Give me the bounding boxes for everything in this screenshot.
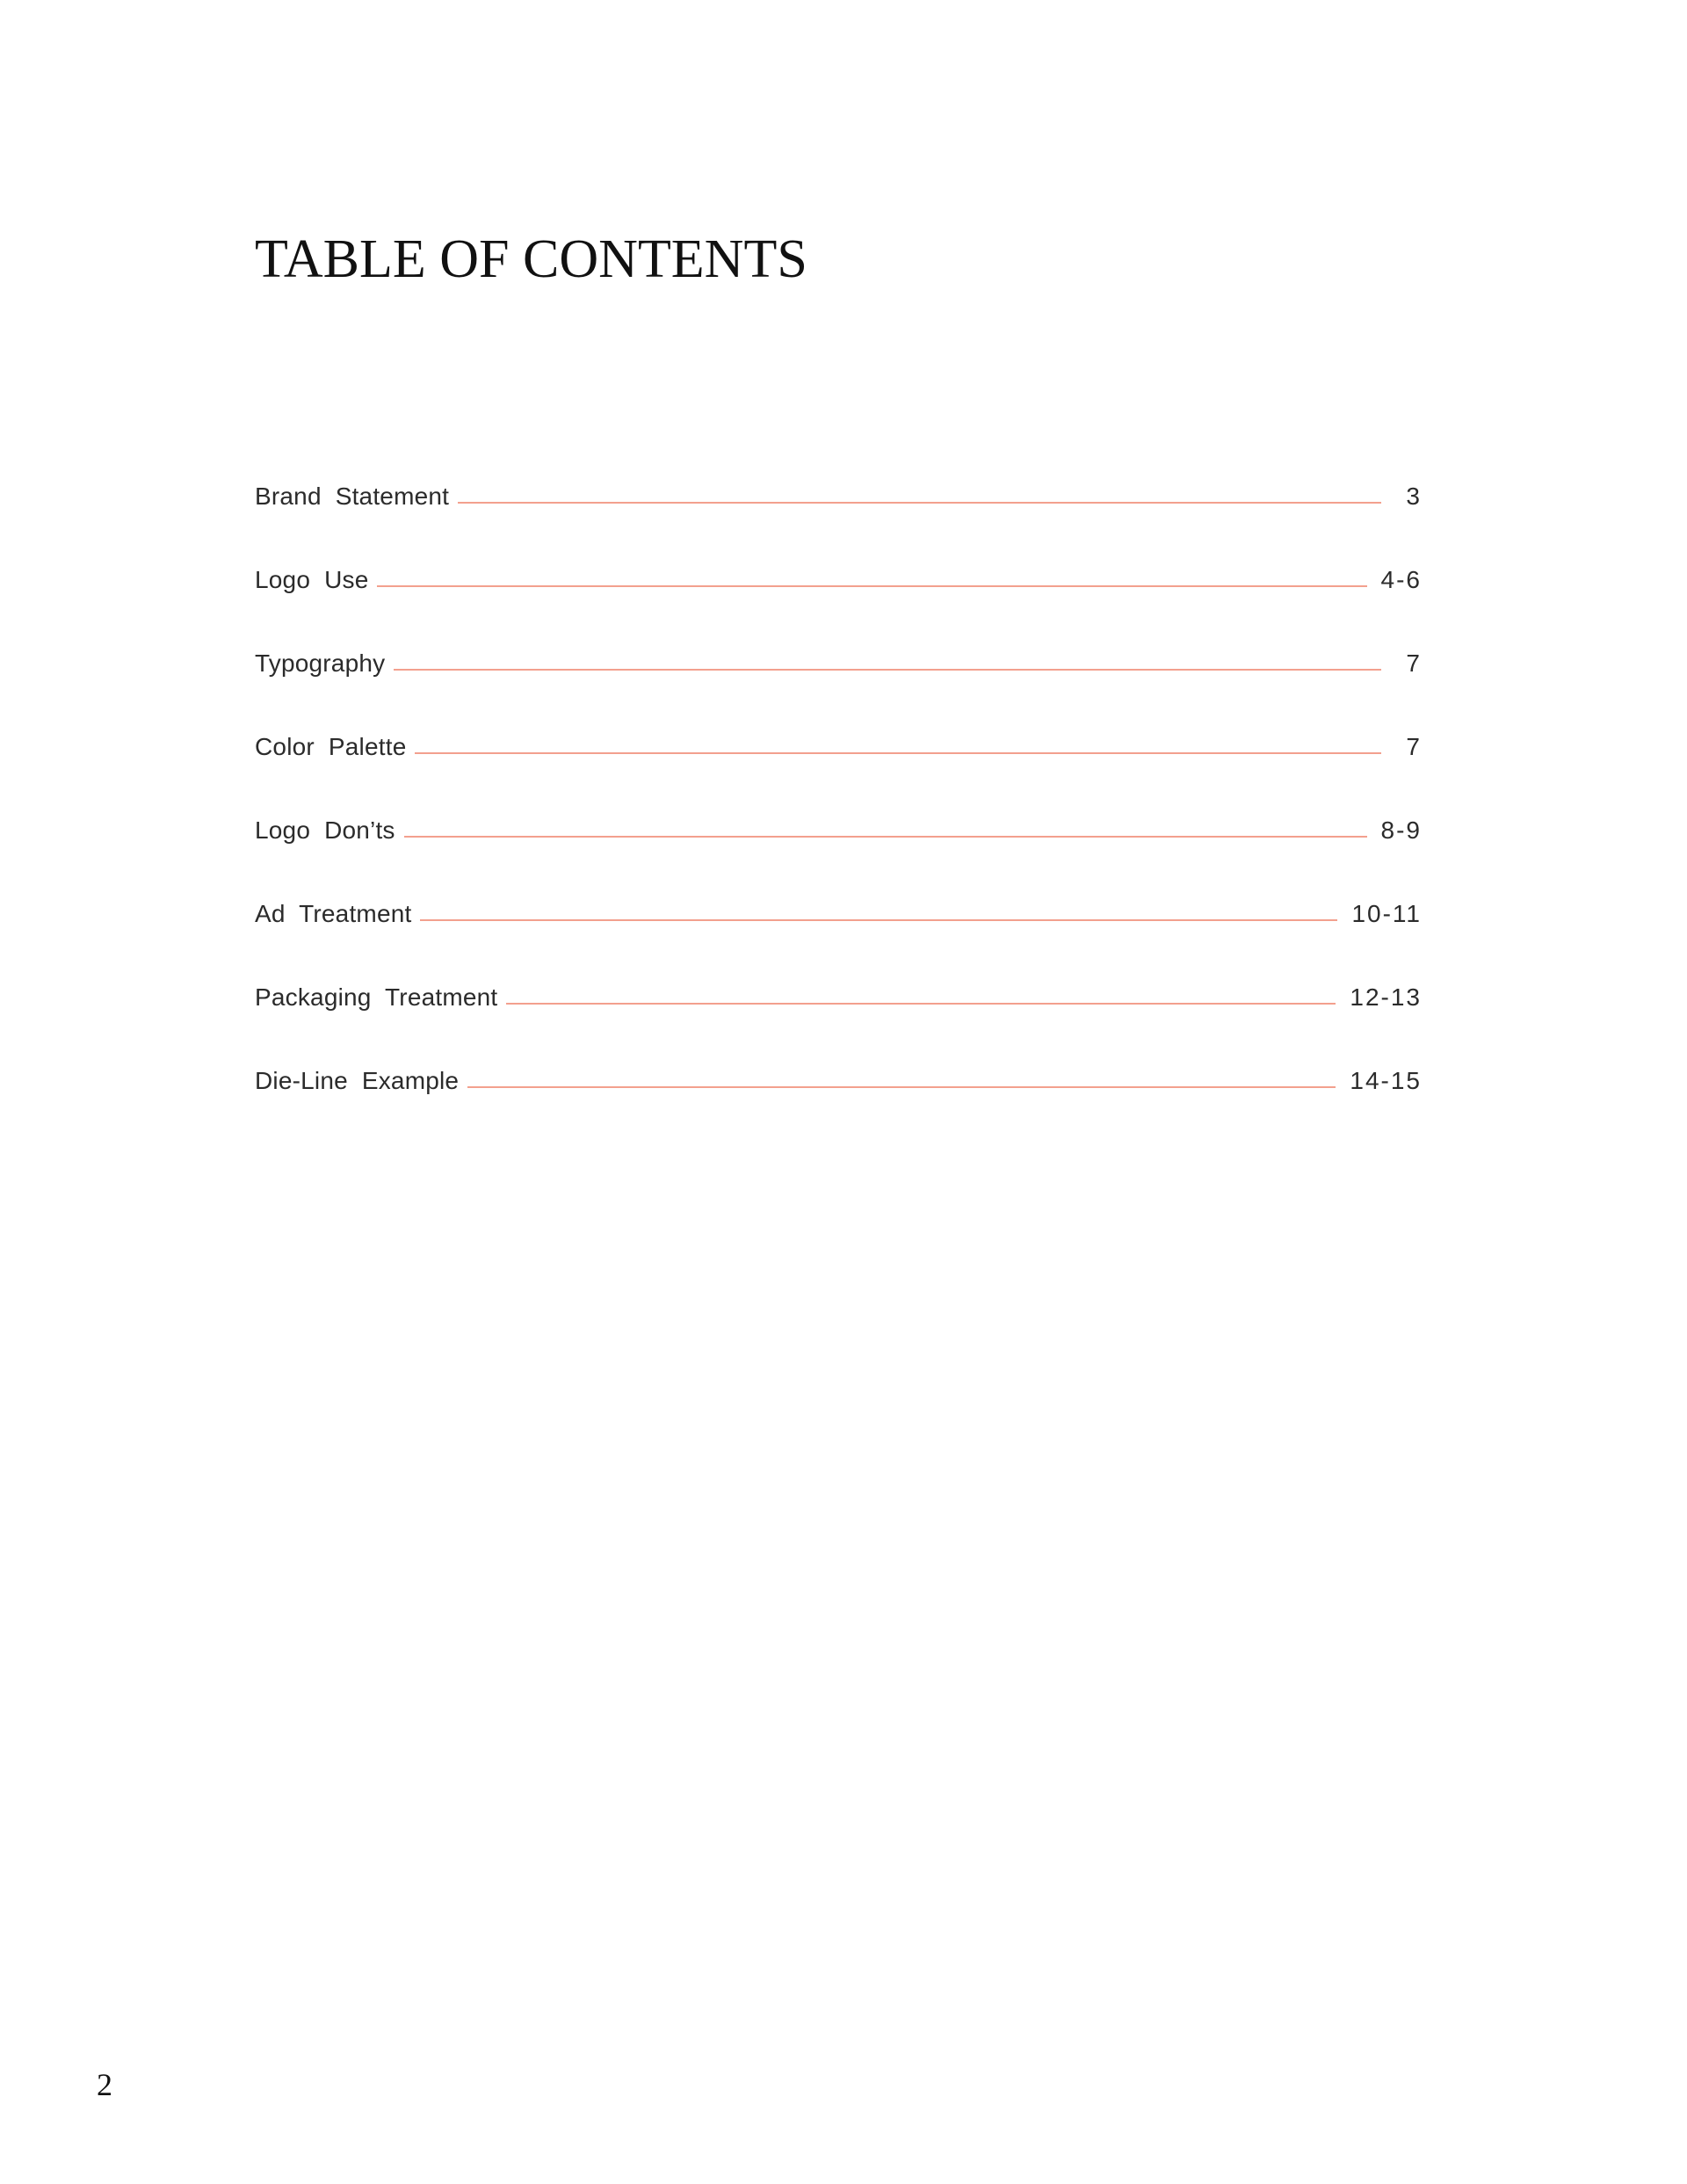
toc-entry-packaging-treatment: [255, 930, 1422, 1013]
toc-entry-label: Brand Statement: [255, 483, 450, 510]
page-number: 2: [97, 2067, 112, 2102]
toc-entry-ad-treatment: [255, 846, 1422, 930]
toc-entry-pages: 12-13: [1350, 983, 1422, 1011]
toc-entry-logo-use: [255, 512, 1422, 596]
toc-leader-line: [467, 1086, 1336, 1088]
toc-entry-brand-statement: [255, 429, 1422, 512]
toc-leader-line: [404, 836, 1367, 838]
toc-entry-label: Die-Line Example: [255, 1067, 460, 1094]
toc-entry-label: Typography: [255, 649, 386, 677]
table-of-contents: [255, 429, 1422, 1097]
toc-entry-label: Logo Use: [255, 566, 369, 593]
toc-entry-pages: 10-11: [1351, 900, 1422, 927]
toc-entry-label: Color Palette: [255, 733, 407, 760]
toc-entry-pages: 7: [1406, 649, 1422, 677]
toc-leader-line: [458, 502, 1381, 504]
page-title: TABLE OF CONTENTS: [255, 229, 807, 289]
toc-entry-die-line-example: [255, 1013, 1422, 1097]
toc-entry-pages: 3: [1406, 483, 1422, 510]
toc-entry-label: Packaging Treatment: [255, 983, 498, 1011]
toc-entry-pages: 14-15: [1350, 1067, 1422, 1094]
toc-entry-label: Logo Don’ts: [255, 816, 395, 844]
toc-entry-pages: 8-9: [1380, 816, 1422, 844]
toc-entry-pages: 4-6: [1380, 566, 1422, 593]
toc-entry-typography: [255, 596, 1422, 679]
toc-leader-line: [415, 752, 1381, 754]
toc-entry-logo-donts: [255, 763, 1422, 846]
toc-entry-color-palette: [255, 679, 1422, 763]
toc-leader-line: [420, 919, 1337, 921]
toc-leader-line: [506, 1003, 1336, 1005]
toc-leader-line: [394, 669, 1381, 671]
toc-entry-label: Ad Treatment: [255, 900, 412, 927]
toc-entry-pages: 7: [1406, 733, 1422, 760]
toc-leader-line: [377, 585, 1366, 587]
